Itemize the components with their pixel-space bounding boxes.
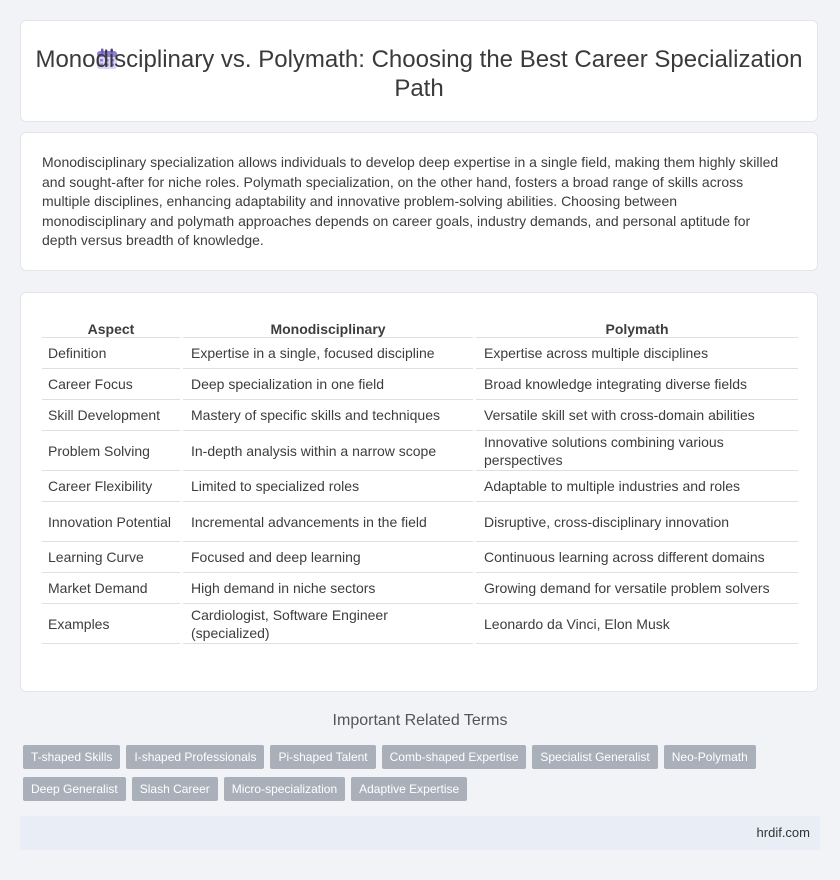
related-term-tag[interactable]: T-shaped Skills bbox=[23, 745, 120, 769]
table-cell: Growing demand for versatile problem solvers bbox=[475, 573, 799, 604]
table-row bbox=[42, 604, 798, 644]
table-row bbox=[42, 400, 798, 431]
comparison-table bbox=[42, 315, 798, 644]
table-row bbox=[42, 502, 798, 542]
table-cell: Limited to specialized roles bbox=[182, 471, 475, 502]
table-cell: Focused and deep learning bbox=[182, 542, 475, 573]
table-cell: Innovation Potential bbox=[42, 502, 182, 542]
related-term-tag[interactable]: I-shaped Professionals bbox=[126, 745, 264, 769]
table-cell: Broad knowledge integrating diverse fields bbox=[475, 369, 799, 400]
table-cell: In-depth analysis within a narrow scope bbox=[182, 431, 475, 471]
table-cell: Expertise in a single, focused discipline bbox=[182, 338, 475, 369]
related-term-tag[interactable]: Deep Generalist bbox=[23, 777, 126, 801]
related-terms-title: Important Related Terms bbox=[332, 712, 508, 729]
table-cell: Definition bbox=[42, 338, 182, 369]
table-cell: High demand in niche sectors bbox=[182, 573, 475, 604]
table-row bbox=[42, 542, 798, 573]
related-term-tag[interactable]: Adaptive Expertise bbox=[351, 777, 467, 801]
intro-paragraph: Monodisciplinary specialization allows individuals to develop deep expertise in a single field, making them highly skilled and sought-after for niche roles. Polymath specialization, on the other hand, fosters a broad range of skills across multiple disciplines, enhancing adaptability and innovative problem-solving abilities. Choosing between monodisciplinary and polymath approaches depends on career goals, industry demands, and personal aptitude for depth versus breadth of knowledge. bbox=[42, 154, 779, 248]
table-cell: Deep specialization in one field bbox=[182, 369, 475, 400]
related-term-tag[interactable]: Comb-shaped Expertise bbox=[382, 745, 527, 769]
comparison-card bbox=[20, 292, 818, 692]
table-row bbox=[42, 471, 798, 502]
related-term-tag[interactable]: Slash Career bbox=[132, 777, 218, 801]
table-row bbox=[42, 573, 798, 604]
table-cell: Problem Solving bbox=[42, 431, 182, 471]
related-term-tag[interactable]: Pi-shaped Talent bbox=[270, 745, 375, 769]
table-cell: Market Demand bbox=[42, 573, 182, 604]
table-cell: Skill Development bbox=[42, 400, 182, 431]
related-term-tag[interactable]: Micro-specialization bbox=[224, 777, 345, 801]
table-row bbox=[42, 338, 798, 369]
table-cell: Expertise across multiple disciplines bbox=[475, 338, 799, 369]
table-cell: Mastery of specific skills and techniques bbox=[182, 400, 475, 431]
footer-site-link[interactable]: hrdif.com bbox=[756, 825, 810, 840]
related-terms-list bbox=[23, 745, 803, 809]
header-polymath: Polymath bbox=[475, 315, 799, 338]
intro-card bbox=[20, 132, 818, 271]
table-cell: Disruptive, cross-disciplinary innovation bbox=[475, 502, 799, 542]
table-cell: Leonardo da Vinci, Elon Musk bbox=[475, 604, 799, 644]
related-term-tag[interactable]: Specialist Generalist bbox=[532, 745, 657, 769]
table-row bbox=[42, 369, 798, 400]
table-cell: Learning Curve bbox=[42, 542, 182, 573]
table-cell: Versatile skill set with cross-domain abilities bbox=[475, 400, 799, 431]
table-cell: Career Focus bbox=[42, 369, 182, 400]
table-cell: Continuous learning across different domains bbox=[475, 542, 799, 573]
related-term-tag[interactable]: Neo-Polymath bbox=[664, 745, 756, 769]
page-title: Monodisciplinary vs. Polymath: Choosing the Best Career Specialization Path bbox=[35, 46, 803, 102]
title-card bbox=[20, 20, 818, 122]
header-monodisciplinary: Monodisciplinary bbox=[182, 315, 475, 338]
header-aspect: Aspect bbox=[42, 315, 182, 338]
table-cell: Examples bbox=[42, 604, 182, 644]
table-cell: Adaptable to multiple industries and roles bbox=[475, 471, 799, 502]
table-cell: Incremental advancements in the field bbox=[182, 502, 475, 542]
footer bbox=[20, 816, 820, 850]
table-cell: Career Flexibility bbox=[42, 471, 182, 502]
table-header-row bbox=[42, 315, 798, 338]
table-cell: Cardiologist, Software Engineer (specialized) bbox=[182, 604, 475, 644]
table-row bbox=[42, 431, 798, 471]
table-cell: Innovative solutions combining various perspectives bbox=[475, 431, 799, 471]
